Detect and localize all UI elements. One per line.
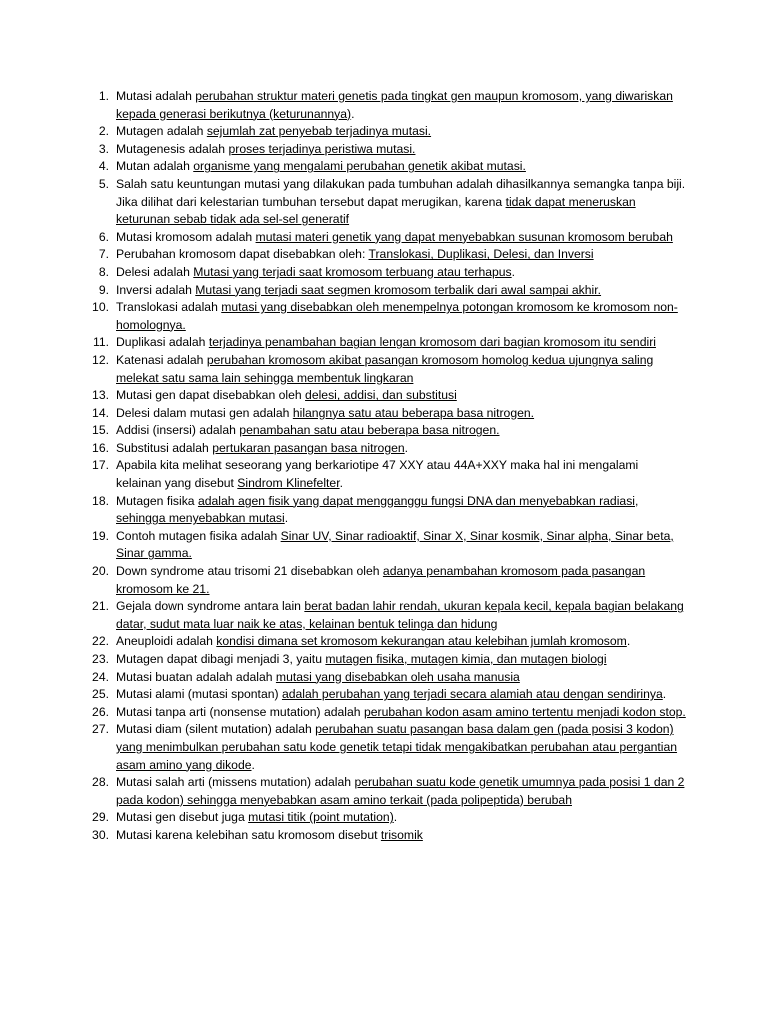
- item-number: 22.: [92, 634, 109, 649]
- list-item: [87, 422, 687, 440]
- item-answer: mutasi titik (point mutation): [248, 810, 394, 825]
- item-question: Mutagen fisika: [116, 493, 198, 508]
- list-item: [87, 528, 687, 563]
- item-tail: .: [511, 264, 516, 279]
- item-question: Mutagen adalah: [116, 124, 207, 139]
- item-answer: Sindrom Klinefelter: [237, 476, 340, 491]
- item-question: Mutasi diam (silent mutation) adalah: [116, 722, 316, 737]
- item-question: Addisi (insersi) adalah: [116, 423, 240, 438]
- item-number: 11.: [92, 335, 109, 350]
- list-item: [87, 334, 687, 352]
- item-number: 19.: [92, 528, 109, 543]
- item-answer: berat badan lahir rendah, ukuran kepala kecil, kepala bagian belakang datar, sudut mata luar naik ke atas, kelainan bentuk telinga dan hidung: [116, 599, 684, 631]
- item-number: 17.: [92, 458, 109, 473]
- item-answer: penambahan satu atau beberapa basa nitrogen.: [239, 423, 500, 438]
- list-item: [87, 352, 687, 387]
- list-item: [87, 299, 687, 334]
- item-number: 15.: [92, 423, 109, 438]
- list-item: [87, 721, 687, 774]
- item-answer: sejumlah zat penyebab terjadinya mutasi.: [206, 124, 432, 139]
- item-question: Mutasi adalah: [116, 89, 196, 103]
- list-item: [87, 669, 687, 687]
- item-number: 9.: [98, 282, 109, 297]
- item-tail: .: [626, 634, 631, 649]
- list-item: [87, 493, 687, 528]
- item-tail: .: [393, 810, 398, 825]
- item-number: 23.: [92, 652, 109, 666]
- numbered-list: [87, 88, 687, 845]
- list-item: [87, 686, 687, 704]
- item-number: 26.: [92, 704, 109, 719]
- item-number: 14.: [92, 405, 109, 420]
- item-tail: .: [251, 757, 255, 772]
- item-answer: proses terjadinya peristiwa mutasi.: [228, 141, 416, 156]
- item-question: Duplikasi adalah: [116, 335, 209, 350]
- item-answer: hilangnya satu atau beberapa basa nitrogen.: [292, 405, 535, 420]
- list-item: [87, 229, 687, 247]
- list-item: [87, 440, 687, 458]
- item-number: 16.: [92, 440, 109, 455]
- item-answer: mutagen fisika, mutagen kimia, dan mutagen biologi: [325, 652, 607, 666]
- item-number: 20.: [92, 564, 109, 579]
- item-question: Mutasi salah arti (missens mutation) adalah: [116, 775, 355, 790]
- item-number: 7.: [98, 247, 109, 262]
- list-item: [87, 563, 687, 598]
- list-item: [87, 651, 687, 669]
- item-question: Apabila kita melihat seseorang yang berkariotipe 47 XXY atau 44A+XXY maka hal ini mengalami kelainan yang disebut: [116, 458, 639, 491]
- item-answer: trisomik: [380, 827, 423, 842]
- list-item: [87, 158, 687, 176]
- list-item: [87, 598, 687, 633]
- item-question: Mutasi alami (mutasi spontan): [116, 687, 282, 702]
- item-number: 3.: [98, 141, 109, 156]
- list-item: [87, 809, 687, 827]
- item-tail: .: [404, 440, 409, 455]
- item-answer: delesi, addisi, dan substitusi: [305, 388, 457, 403]
- item-answer: mutasi yang disebabkan oleh menempelnya potongan kromosom ke kromosom non-homolognya.: [116, 300, 678, 332]
- item-number: 4.: [98, 159, 109, 174]
- item-number: 5.: [98, 176, 109, 191]
- item-answer: perubahan kodon asam amino tertentu menjadi kodon stop.: [363, 704, 686, 719]
- item-question: Substitusi adalah: [116, 440, 213, 455]
- item-question: Delesi dalam mutasi gen adalah: [116, 405, 293, 420]
- item-question: Contoh mutagen fisika adalah: [116, 528, 281, 543]
- item-answer: Sinar UV, Sinar radioaktif, Sinar X, Sinar kosmik, Sinar alpha, Sinar beta, Sinar gamma.: [116, 528, 674, 561]
- list-item: [87, 457, 687, 492]
- item-answer: adalah agen fisik yang dapat mengganggu fungsi DNA dan menyebabkan radiasi, sehingga menyebabkan mutasi: [116, 493, 639, 526]
- item-answer: perubahan kromosom akibat pasangan kromosom homolog kedua ujungnya saling melekat satu sama lain sehingga membentuk lingkaran: [116, 352, 654, 385]
- list-item: [87, 176, 687, 229]
- item-question: Mutasi kromosom adalah: [116, 229, 256, 244]
- item-answer: kondisi dimana set kromosom kekurangan atau kelebihan jumlah kromosom: [216, 634, 627, 649]
- item-tail: .: [339, 476, 343, 491]
- list-item: [87, 88, 687, 123]
- item-question: Gejala down syndrome antara lain: [116, 599, 305, 614]
- item-answer: Mutasi yang terjadi saat segmen kromosom terbalik dari awal sampai akhir.: [195, 282, 602, 297]
- item-number: 24.: [92, 669, 109, 684]
- list-item: [87, 704, 687, 722]
- item-answer: perubahan struktur materi genetis pada tingkat gen maupun kromosom, yang diwariskan kepada generasi berikutnya (keturunannya): [116, 89, 673, 121]
- list-item: [87, 264, 687, 282]
- item-question: Mutagenesis adalah: [116, 141, 229, 156]
- item-number: 13.: [92, 388, 109, 403]
- item-answer: tidak dapat meneruskan keturunan sebab tidak ada sel-sel generatif: [116, 194, 636, 227]
- item-answer: Mutasi yang terjadi saat kromosom terbuang atau terhapus: [193, 264, 512, 279]
- item-number: 18.: [92, 493, 109, 508]
- item-question: Salah satu keuntungan mutasi yang dilakukan pada tumbuhan adalah dihasilkannya semangka tanpa biji. Jika dilihat dari kelestarian tumbuhan tersebut dapat merugikan, karena: [116, 176, 686, 209]
- item-question: Mutasi karena kelebihan satu kromosom disebut: [116, 827, 381, 842]
- item-answer: mutasi materi genetik yang dapat menyebabkan susunan kromosom berubah: [255, 229, 673, 244]
- item-answer: Translokasi, Duplikasi, Delesi, dan Inversi: [368, 247, 594, 262]
- list-item: [87, 405, 687, 423]
- item-number: 6.: [98, 229, 109, 244]
- item-tail: .: [284, 511, 289, 526]
- list-item: [87, 123, 687, 141]
- item-question: Translokasi adalah: [116, 300, 222, 315]
- item-number: 30.: [92, 827, 109, 842]
- item-answer: terjadinya penambahan bagian lengan kromosom dari bagian kromosom itu sendiri: [208, 335, 656, 350]
- item-question: Aneuploidi adalah: [116, 634, 217, 649]
- item-answer: pertukaran pasangan basa nitrogen: [212, 440, 405, 455]
- list-item: [87, 387, 687, 405]
- item-tail: .: [662, 687, 667, 702]
- item-question: Perubahan kromosom dapat disebabkan oleh:: [116, 247, 369, 262]
- list-item: [87, 246, 687, 264]
- item-tail: .: [351, 106, 355, 121]
- item-number: 27.: [92, 722, 109, 737]
- item-number: 12.: [92, 352, 109, 367]
- list-item: [87, 141, 687, 159]
- item-question: Mutasi buatan adalah adalah: [116, 669, 276, 684]
- item-number: 21.: [92, 599, 109, 614]
- item-question: Mutan adalah: [116, 159, 194, 174]
- item-question: Inversi adalah: [116, 282, 196, 297]
- list-item: [87, 827, 687, 845]
- item-question: Delesi adalah: [116, 264, 194, 279]
- list-item: [87, 633, 687, 651]
- list-item: [87, 282, 687, 300]
- item-answer: perubahan suatu kode genetik umumnya pada posisi 1 dan 2 pada kodon) sehingga menyebabkan asam amino terkait (pada polipeptida) berubah: [116, 775, 685, 807]
- list-item: [87, 774, 687, 809]
- item-number: 29.: [92, 810, 109, 825]
- item-answer: perubahan suatu pasangan basa dalam gen (pada posisi 3 kodon) yang menimbulkan perubahan satu kode genetik tetapi tidak mengakibatkan perubahan atau pergantian asam amino yang dikode: [116, 722, 678, 772]
- item-question: Mutasi gen disebut juga: [116, 810, 249, 825]
- item-number: 1.: [98, 89, 109, 103]
- item-answer: adalah perubahan yang terjadi secara alamiah atau dengan sendirinya: [281, 687, 663, 702]
- item-question: Mutagen dapat dibagi menjadi 3, yaitu: [116, 652, 326, 666]
- item-number: 10.: [92, 300, 109, 315]
- item-answer: mutasi yang disebabkan oleh usaha manusia: [275, 669, 520, 684]
- item-question: Katenasi adalah: [116, 352, 207, 367]
- item-question: Mutasi tanpa arti (nonsense mutation) adalah: [116, 704, 364, 719]
- item-answer: organisme yang mengalami perubahan genetik akibat mutasi.: [193, 159, 526, 174]
- item-question: Mutasi gen dapat disebabkan oleh: [116, 388, 306, 403]
- item-number: 2.: [98, 124, 109, 139]
- item-question: Down syndrome atau trisomi 21 disebabkan oleh: [116, 564, 383, 579]
- item-number: 25.: [92, 687, 109, 702]
- item-answer: adanya penambahan kromosom pada pasangan kromosom ke 21.: [116, 564, 646, 596]
- item-number: 28.: [92, 775, 109, 790]
- item-number: 8.: [98, 264, 109, 279]
